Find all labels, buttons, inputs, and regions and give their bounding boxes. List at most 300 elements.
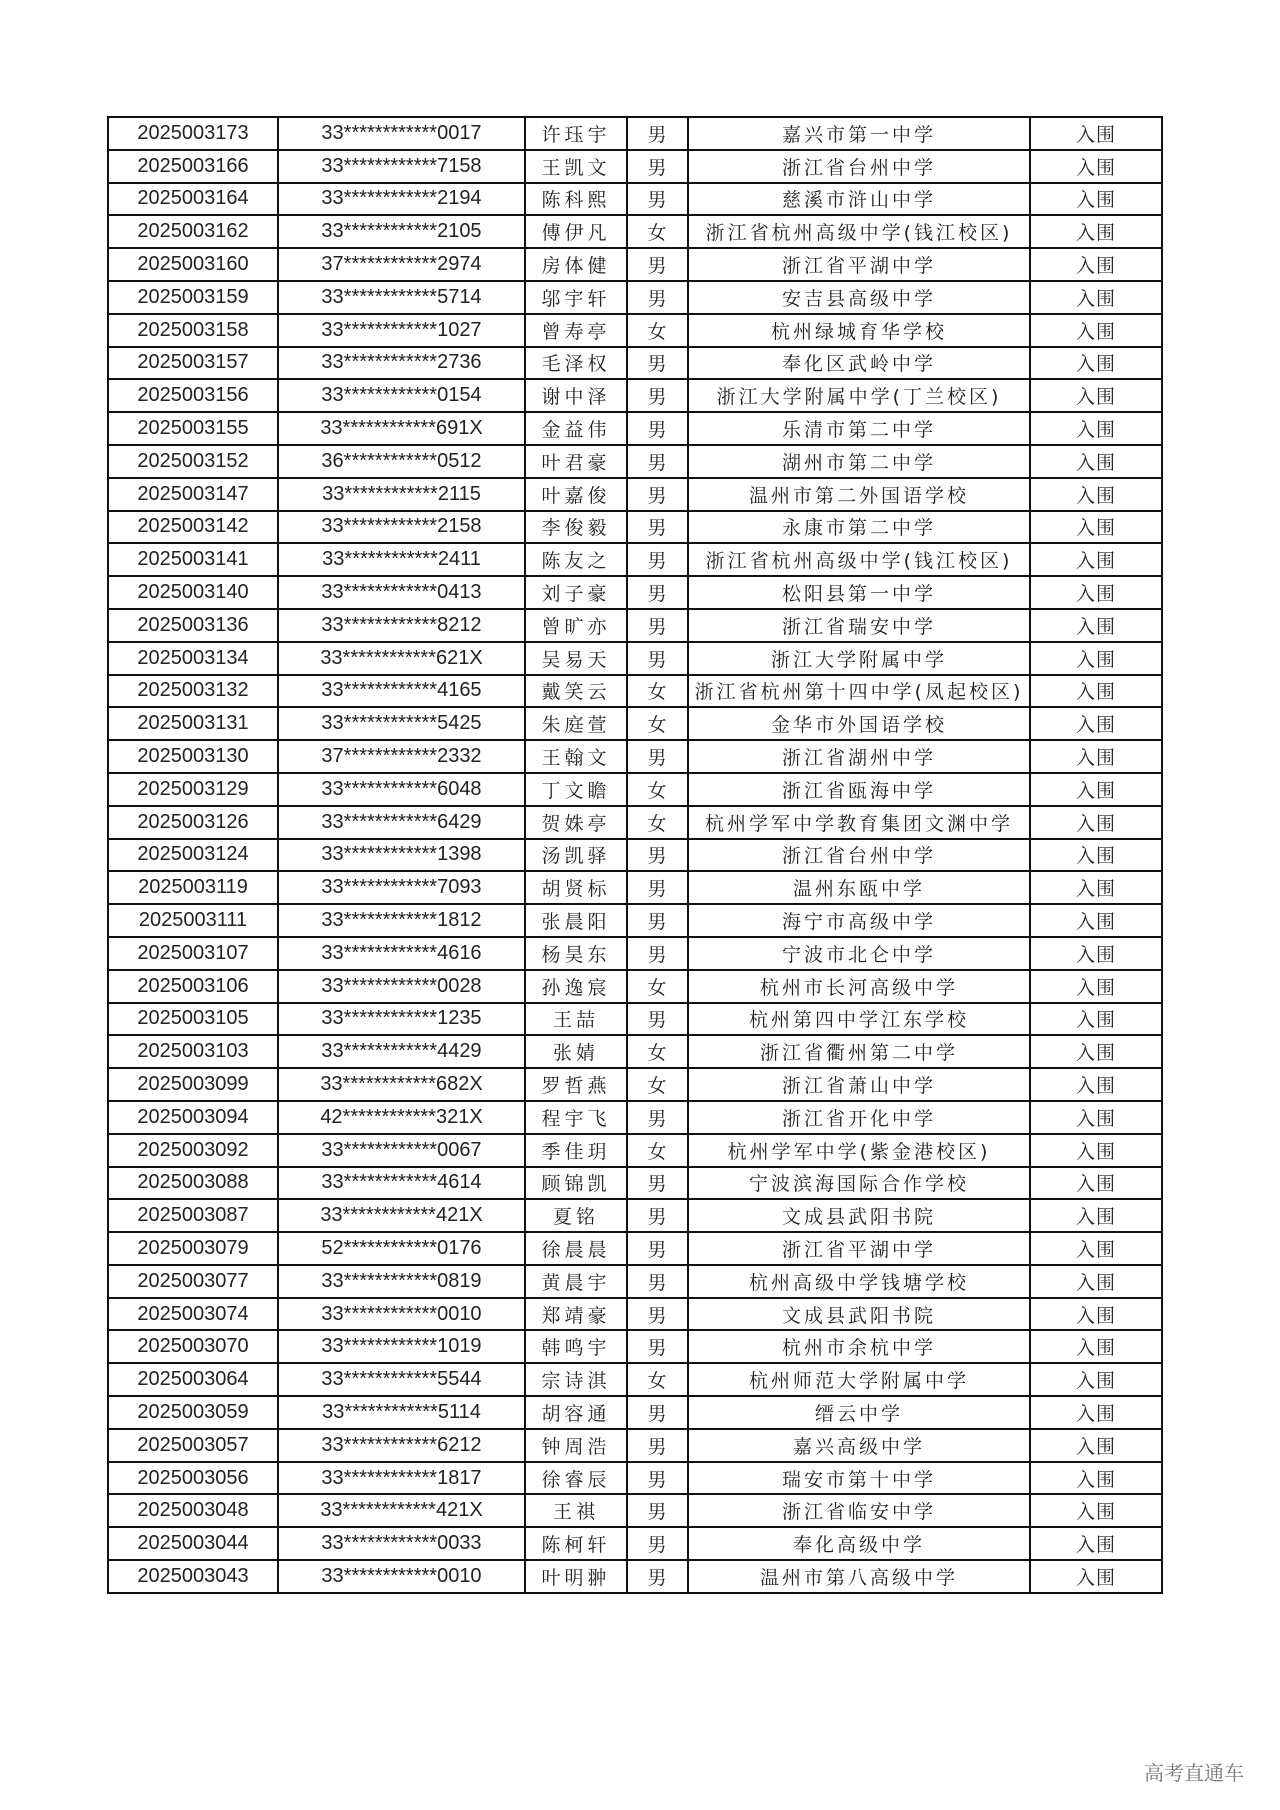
id-number-cell: 33************0010 [278, 1298, 525, 1331]
exam-number-cell: 2025003119 [108, 871, 278, 904]
exam-number-cell: 2025003105 [108, 1003, 278, 1036]
name-cell: 杨昊东 [525, 937, 627, 970]
result-cell: 入围 [1030, 839, 1162, 872]
id-number-cell: 33************4165 [278, 675, 525, 708]
result-cell: 入围 [1030, 773, 1162, 806]
result-cell: 入围 [1030, 806, 1162, 839]
table-row [108, 937, 1162, 970]
id-number-cell: 33************4614 [278, 1167, 525, 1200]
result-cell: 入围 [1030, 1035, 1162, 1068]
result-cell: 入围 [1030, 281, 1162, 314]
gender-cell: 男 [627, 1494, 688, 1527]
school-cell: 杭州学军中学教育集团文渊中学 [688, 806, 1030, 839]
result-cell: 入围 [1030, 904, 1162, 937]
name-cell: 王喆 [525, 1003, 627, 1036]
gender-cell: 男 [627, 1560, 688, 1593]
table-row [108, 1462, 1162, 1495]
exam-number-cell: 2025003056 [108, 1462, 278, 1495]
school-cell: 浙江省萧山中学 [688, 1068, 1030, 1101]
exam-number-cell: 2025003106 [108, 970, 278, 1003]
school-cell: 杭州市余杭中学 [688, 1330, 1030, 1363]
result-cell: 入围 [1030, 117, 1162, 150]
gender-cell: 男 [627, 1396, 688, 1429]
gender-cell: 男 [627, 1429, 688, 1462]
exam-number-cell: 2025003173 [108, 117, 278, 150]
gender-cell: 女 [627, 1035, 688, 1068]
table-row [108, 1134, 1162, 1167]
school-cell: 永康市第二中学 [688, 511, 1030, 544]
gender-cell: 男 [627, 1265, 688, 1298]
table-row [108, 1330, 1162, 1363]
table-row [108, 379, 1162, 412]
gender-cell: 男 [627, 576, 688, 609]
name-cell: 徐晨晨 [525, 1232, 627, 1265]
table-row [108, 1003, 1162, 1036]
id-number-cell: 33************421X [278, 1494, 525, 1527]
id-number-cell: 33************421X [278, 1199, 525, 1232]
school-cell: 缙云中学 [688, 1396, 1030, 1429]
school-cell: 杭州市长河高级中学 [688, 970, 1030, 1003]
table-row [108, 543, 1162, 576]
table-row [108, 412, 1162, 445]
name-cell: 徐睿辰 [525, 1462, 627, 1495]
id-number-cell: 33************0154 [278, 379, 525, 412]
table-row [108, 839, 1162, 872]
gender-cell: 男 [627, 1167, 688, 1200]
table-row [108, 1035, 1162, 1068]
id-number-cell: 33************1027 [278, 314, 525, 347]
gender-cell: 男 [627, 183, 688, 216]
school-cell: 浙江省杭州第十四中学(凤起校区) [688, 675, 1030, 708]
table-row [108, 1494, 1162, 1527]
result-cell: 入围 [1030, 1068, 1162, 1101]
table-row [108, 1298, 1162, 1331]
table-row [108, 576, 1162, 609]
id-number-cell: 37************2332 [278, 740, 525, 773]
id-number-cell: 33************1817 [278, 1462, 525, 1495]
table-row [108, 1199, 1162, 1232]
id-number-cell: 33************0819 [278, 1265, 525, 1298]
exam-number-cell: 2025003074 [108, 1298, 278, 1331]
result-cell: 入围 [1030, 609, 1162, 642]
name-cell: 李俊毅 [525, 511, 627, 544]
school-cell: 杭州绿城育华学校 [688, 314, 1030, 347]
table-row [108, 740, 1162, 773]
exam-number-cell: 2025003141 [108, 543, 278, 576]
exam-number-cell: 2025003142 [108, 511, 278, 544]
name-cell: 汤凯驿 [525, 839, 627, 872]
id-number-cell: 52************0176 [278, 1232, 525, 1265]
exam-number-cell: 2025003156 [108, 379, 278, 412]
exam-number-cell: 2025003132 [108, 675, 278, 708]
result-cell: 入围 [1030, 576, 1162, 609]
name-cell: 邬宇轩 [525, 281, 627, 314]
table-row [108, 248, 1162, 281]
exam-number-cell: 2025003166 [108, 150, 278, 183]
id-number-cell: 33************621X [278, 642, 525, 675]
result-cell: 入围 [1030, 642, 1162, 675]
name-cell: 郑靖豪 [525, 1298, 627, 1331]
result-cell: 入围 [1030, 215, 1162, 248]
id-number-cell: 33************0017 [278, 117, 525, 150]
name-cell: 陈柯轩 [525, 1527, 627, 1560]
exam-number-cell: 2025003103 [108, 1035, 278, 1068]
name-cell: 朱庭萱 [525, 707, 627, 740]
result-cell: 入围 [1030, 314, 1162, 347]
gender-cell: 男 [627, 379, 688, 412]
name-cell: 孙逸宸 [525, 970, 627, 1003]
exam-number-cell: 2025003124 [108, 839, 278, 872]
gender-cell: 男 [627, 1003, 688, 1036]
name-cell: 戴笑云 [525, 675, 627, 708]
id-number-cell: 33************8212 [278, 609, 525, 642]
table-row [108, 1560, 1162, 1593]
school-cell: 浙江省杭州高级中学(钱江校区) [688, 215, 1030, 248]
name-cell: 许珏宇 [525, 117, 627, 150]
gender-cell: 男 [627, 740, 688, 773]
table-row [108, 1363, 1162, 1396]
gender-cell: 男 [627, 150, 688, 183]
id-number-cell: 33************682X [278, 1068, 525, 1101]
gender-cell: 男 [627, 412, 688, 445]
gender-cell: 女 [627, 675, 688, 708]
exam-number-cell: 2025003164 [108, 183, 278, 216]
exam-number-cell: 2025003087 [108, 1199, 278, 1232]
gender-cell: 女 [627, 773, 688, 806]
id-number-cell: 33************6212 [278, 1429, 525, 1462]
exam-number-cell: 2025003107 [108, 937, 278, 970]
name-cell: 金益伟 [525, 412, 627, 445]
school-cell: 宁波市北仑中学 [688, 937, 1030, 970]
gender-cell: 男 [627, 609, 688, 642]
table-row [108, 1068, 1162, 1101]
table-row [108, 1527, 1162, 1560]
table-row [108, 117, 1162, 150]
result-cell: 入围 [1030, 1429, 1162, 1462]
table-row [108, 1429, 1162, 1462]
table-row [108, 1396, 1162, 1429]
exam-number-cell: 2025003048 [108, 1494, 278, 1527]
gender-cell: 女 [627, 314, 688, 347]
exam-number-cell: 2025003134 [108, 642, 278, 675]
school-cell: 浙江省平湖中学 [688, 1232, 1030, 1265]
name-cell: 叶嘉俊 [525, 478, 627, 511]
result-cell: 入围 [1030, 478, 1162, 511]
school-cell: 浙江省开化中学 [688, 1101, 1030, 1134]
result-cell: 入围 [1030, 183, 1162, 216]
id-number-cell: 36************0512 [278, 445, 525, 478]
exam-number-cell: 2025003088 [108, 1167, 278, 1200]
table-body [108, 117, 1162, 1593]
gender-cell: 男 [627, 248, 688, 281]
gender-cell: 女 [627, 1363, 688, 1396]
name-cell: 曾旷亦 [525, 609, 627, 642]
gender-cell: 男 [627, 511, 688, 544]
candidate-table [107, 116, 1163, 1594]
result-cell: 入围 [1030, 1199, 1162, 1232]
result-cell: 入围 [1030, 675, 1162, 708]
id-number-cell: 33************5714 [278, 281, 525, 314]
gender-cell: 女 [627, 806, 688, 839]
result-cell: 入围 [1030, 150, 1162, 183]
name-cell: 叶君豪 [525, 445, 627, 478]
school-cell: 浙江省瓯海中学 [688, 773, 1030, 806]
school-cell: 温州东瓯中学 [688, 871, 1030, 904]
id-number-cell: 33************1398 [278, 839, 525, 872]
exam-number-cell: 2025003044 [108, 1527, 278, 1560]
name-cell: 陈科熙 [525, 183, 627, 216]
id-number-cell: 33************1019 [278, 1330, 525, 1363]
school-cell: 杭州师范大学附属中学 [688, 1363, 1030, 1396]
name-cell: 顾锦凯 [525, 1167, 627, 1200]
name-cell: 贺姝亭 [525, 806, 627, 839]
name-cell: 房体健 [525, 248, 627, 281]
id-number-cell: 33************2194 [278, 183, 525, 216]
exam-number-cell: 2025003099 [108, 1068, 278, 1101]
result-cell: 入围 [1030, 1560, 1162, 1593]
table-row [108, 1265, 1162, 1298]
id-number-cell: 37************2974 [278, 248, 525, 281]
school-cell: 宁波滨海国际合作学校 [688, 1167, 1030, 1200]
gender-cell: 女 [627, 1134, 688, 1167]
exam-number-cell: 2025003079 [108, 1232, 278, 1265]
name-cell: 陈友之 [525, 543, 627, 576]
exam-number-cell: 2025003140 [108, 576, 278, 609]
result-cell: 入围 [1030, 1265, 1162, 1298]
exam-number-cell: 2025003160 [108, 248, 278, 281]
table-row [108, 150, 1162, 183]
exam-number-cell: 2025003043 [108, 1560, 278, 1593]
name-cell: 谢中泽 [525, 379, 627, 412]
school-cell: 温州市第八高级中学 [688, 1560, 1030, 1593]
school-cell: 浙江省杭州高级中学(钱江校区) [688, 543, 1030, 576]
table-row [108, 707, 1162, 740]
result-cell: 入围 [1030, 347, 1162, 380]
exam-number-cell: 2025003126 [108, 806, 278, 839]
name-cell: 韩鸣宇 [525, 1330, 627, 1363]
table-row [108, 347, 1162, 380]
school-cell: 嘉兴市第一中学 [688, 117, 1030, 150]
gender-cell: 女 [627, 215, 688, 248]
gender-cell: 男 [627, 839, 688, 872]
result-cell: 入围 [1030, 412, 1162, 445]
school-cell: 浙江省湖州中学 [688, 740, 1030, 773]
result-cell: 入围 [1030, 1330, 1162, 1363]
table-row [108, 1167, 1162, 1200]
id-number-cell: 33************2736 [278, 347, 525, 380]
school-cell: 浙江大学附属中学 [688, 642, 1030, 675]
id-number-cell: 33************0010 [278, 1560, 525, 1593]
gender-cell: 男 [627, 1101, 688, 1134]
table-row [108, 314, 1162, 347]
result-cell: 入围 [1030, 970, 1162, 1003]
name-cell: 胡贤标 [525, 871, 627, 904]
table-row [108, 183, 1162, 216]
result-cell: 入围 [1030, 1134, 1162, 1167]
name-cell: 王翰文 [525, 740, 627, 773]
id-number-cell: 33************4429 [278, 1035, 525, 1068]
exam-number-cell: 2025003130 [108, 740, 278, 773]
name-cell: 钟周浩 [525, 1429, 627, 1462]
table-row [108, 281, 1162, 314]
exam-number-cell: 2025003159 [108, 281, 278, 314]
gender-cell: 女 [627, 707, 688, 740]
result-cell: 入围 [1030, 707, 1162, 740]
result-cell: 入围 [1030, 1527, 1162, 1560]
name-cell: 张婧 [525, 1035, 627, 1068]
table-row [108, 904, 1162, 937]
table-row [108, 675, 1162, 708]
id-number-cell: 33************0067 [278, 1134, 525, 1167]
exam-number-cell: 2025003094 [108, 1101, 278, 1134]
id-number-cell: 33************0413 [278, 576, 525, 609]
name-cell: 傅伊凡 [525, 215, 627, 248]
name-cell: 宗诗淇 [525, 1363, 627, 1396]
exam-number-cell: 2025003131 [108, 707, 278, 740]
exam-number-cell: 2025003057 [108, 1429, 278, 1462]
table-row [108, 215, 1162, 248]
name-cell: 吴易天 [525, 642, 627, 675]
table-row [108, 642, 1162, 675]
name-cell: 丁文瞻 [525, 773, 627, 806]
table-row [108, 871, 1162, 904]
result-cell: 入围 [1030, 1167, 1162, 1200]
exam-number-cell: 2025003070 [108, 1330, 278, 1363]
id-number-cell: 33************0033 [278, 1527, 525, 1560]
school-cell: 乐清市第二中学 [688, 412, 1030, 445]
result-cell: 入围 [1030, 445, 1162, 478]
name-cell: 黄晨宇 [525, 1265, 627, 1298]
result-cell: 入围 [1030, 1003, 1162, 1036]
school-cell: 慈溪市浒山中学 [688, 183, 1030, 216]
gender-cell: 男 [627, 1298, 688, 1331]
name-cell: 叶明翀 [525, 1560, 627, 1593]
name-cell: 王凯文 [525, 150, 627, 183]
gender-cell: 男 [627, 1527, 688, 1560]
result-cell: 入围 [1030, 511, 1162, 544]
exam-number-cell: 2025003136 [108, 609, 278, 642]
school-cell: 温州市第二外国语学校 [688, 478, 1030, 511]
exam-number-cell: 2025003092 [108, 1134, 278, 1167]
school-cell: 奉化区武岭中学 [688, 347, 1030, 380]
exam-number-cell: 2025003111 [108, 904, 278, 937]
id-number-cell: 33************691X [278, 412, 525, 445]
id-number-cell: 33************2115 [278, 478, 525, 511]
name-cell: 罗哲燕 [525, 1068, 627, 1101]
result-cell: 入围 [1030, 1298, 1162, 1331]
id-number-cell: 33************4616 [278, 937, 525, 970]
result-cell: 入围 [1030, 871, 1162, 904]
school-cell: 杭州学军中学(紫金港校区) [688, 1134, 1030, 1167]
gender-cell: 男 [627, 937, 688, 970]
table-row [108, 478, 1162, 511]
exam-number-cell: 2025003077 [108, 1265, 278, 1298]
result-cell: 入围 [1030, 1494, 1162, 1527]
school-cell: 松阳县第一中学 [688, 576, 1030, 609]
school-cell: 浙江省平湖中学 [688, 248, 1030, 281]
gender-cell: 男 [627, 1199, 688, 1232]
result-cell: 入围 [1030, 1363, 1162, 1396]
school-cell: 湖州市第二中学 [688, 445, 1030, 478]
id-number-cell: 33************7158 [278, 150, 525, 183]
school-cell: 浙江省台州中学 [688, 839, 1030, 872]
table-row [108, 511, 1162, 544]
exam-number-cell: 2025003129 [108, 773, 278, 806]
gender-cell: 男 [627, 445, 688, 478]
gender-cell: 男 [627, 478, 688, 511]
id-number-cell: 33************1812 [278, 904, 525, 937]
table-row [108, 773, 1162, 806]
exam-number-cell: 2025003152 [108, 445, 278, 478]
result-cell: 入围 [1030, 1396, 1162, 1429]
school-cell: 嘉兴高级中学 [688, 1429, 1030, 1462]
result-cell: 入围 [1030, 248, 1162, 281]
school-cell: 杭州高级中学钱塘学校 [688, 1265, 1030, 1298]
school-cell: 杭州第四中学江东学校 [688, 1003, 1030, 1036]
id-number-cell: 33************0028 [278, 970, 525, 1003]
result-cell: 入围 [1030, 1232, 1162, 1265]
name-cell: 王祺 [525, 1494, 627, 1527]
table-row [108, 445, 1162, 478]
exam-number-cell: 2025003147 [108, 478, 278, 511]
id-number-cell: 33************5544 [278, 1363, 525, 1396]
gender-cell: 男 [627, 871, 688, 904]
id-number-cell: 33************2105 [278, 215, 525, 248]
school-cell: 浙江省临安中学 [688, 1494, 1030, 1527]
gender-cell: 男 [627, 642, 688, 675]
name-cell: 胡容通 [525, 1396, 627, 1429]
id-number-cell: 33************2158 [278, 511, 525, 544]
id-number-cell: 33************7093 [278, 871, 525, 904]
result-cell: 入围 [1030, 543, 1162, 576]
gender-cell: 女 [627, 1068, 688, 1101]
result-cell: 入围 [1030, 1101, 1162, 1134]
school-cell: 浙江大学附属中学(丁兰校区) [688, 379, 1030, 412]
table-row [108, 970, 1162, 1003]
school-cell: 安吉县高级中学 [688, 281, 1030, 314]
gender-cell: 男 [627, 1462, 688, 1495]
name-cell: 刘子豪 [525, 576, 627, 609]
id-number-cell: 42************321X [278, 1101, 525, 1134]
exam-number-cell: 2025003059 [108, 1396, 278, 1429]
name-cell: 程宇飞 [525, 1101, 627, 1134]
gender-cell: 男 [627, 281, 688, 314]
id-number-cell: 33************1235 [278, 1003, 525, 1036]
gender-cell: 男 [627, 347, 688, 380]
exam-number-cell: 2025003157 [108, 347, 278, 380]
result-cell: 入围 [1030, 1462, 1162, 1495]
id-number-cell: 33************6429 [278, 806, 525, 839]
result-cell: 入围 [1030, 379, 1162, 412]
gender-cell: 男 [627, 1330, 688, 1363]
school-cell: 奉化高级中学 [688, 1527, 1030, 1560]
gender-cell: 男 [627, 904, 688, 937]
id-number-cell: 33************5425 [278, 707, 525, 740]
name-cell: 张晨阳 [525, 904, 627, 937]
name-cell: 夏铭 [525, 1199, 627, 1232]
gender-cell: 男 [627, 543, 688, 576]
name-cell: 季佳玥 [525, 1134, 627, 1167]
id-number-cell: 33************5114 [278, 1396, 525, 1429]
school-cell: 海宁市高级中学 [688, 904, 1030, 937]
watermark: 高考直通车 [1144, 1761, 1244, 1785]
result-cell: 入围 [1030, 937, 1162, 970]
school-cell: 文成县武阳书院 [688, 1199, 1030, 1232]
gender-cell: 男 [627, 1232, 688, 1265]
result-cell: 入围 [1030, 740, 1162, 773]
exam-number-cell: 2025003064 [108, 1363, 278, 1396]
school-cell: 瑞安市第十中学 [688, 1462, 1030, 1495]
